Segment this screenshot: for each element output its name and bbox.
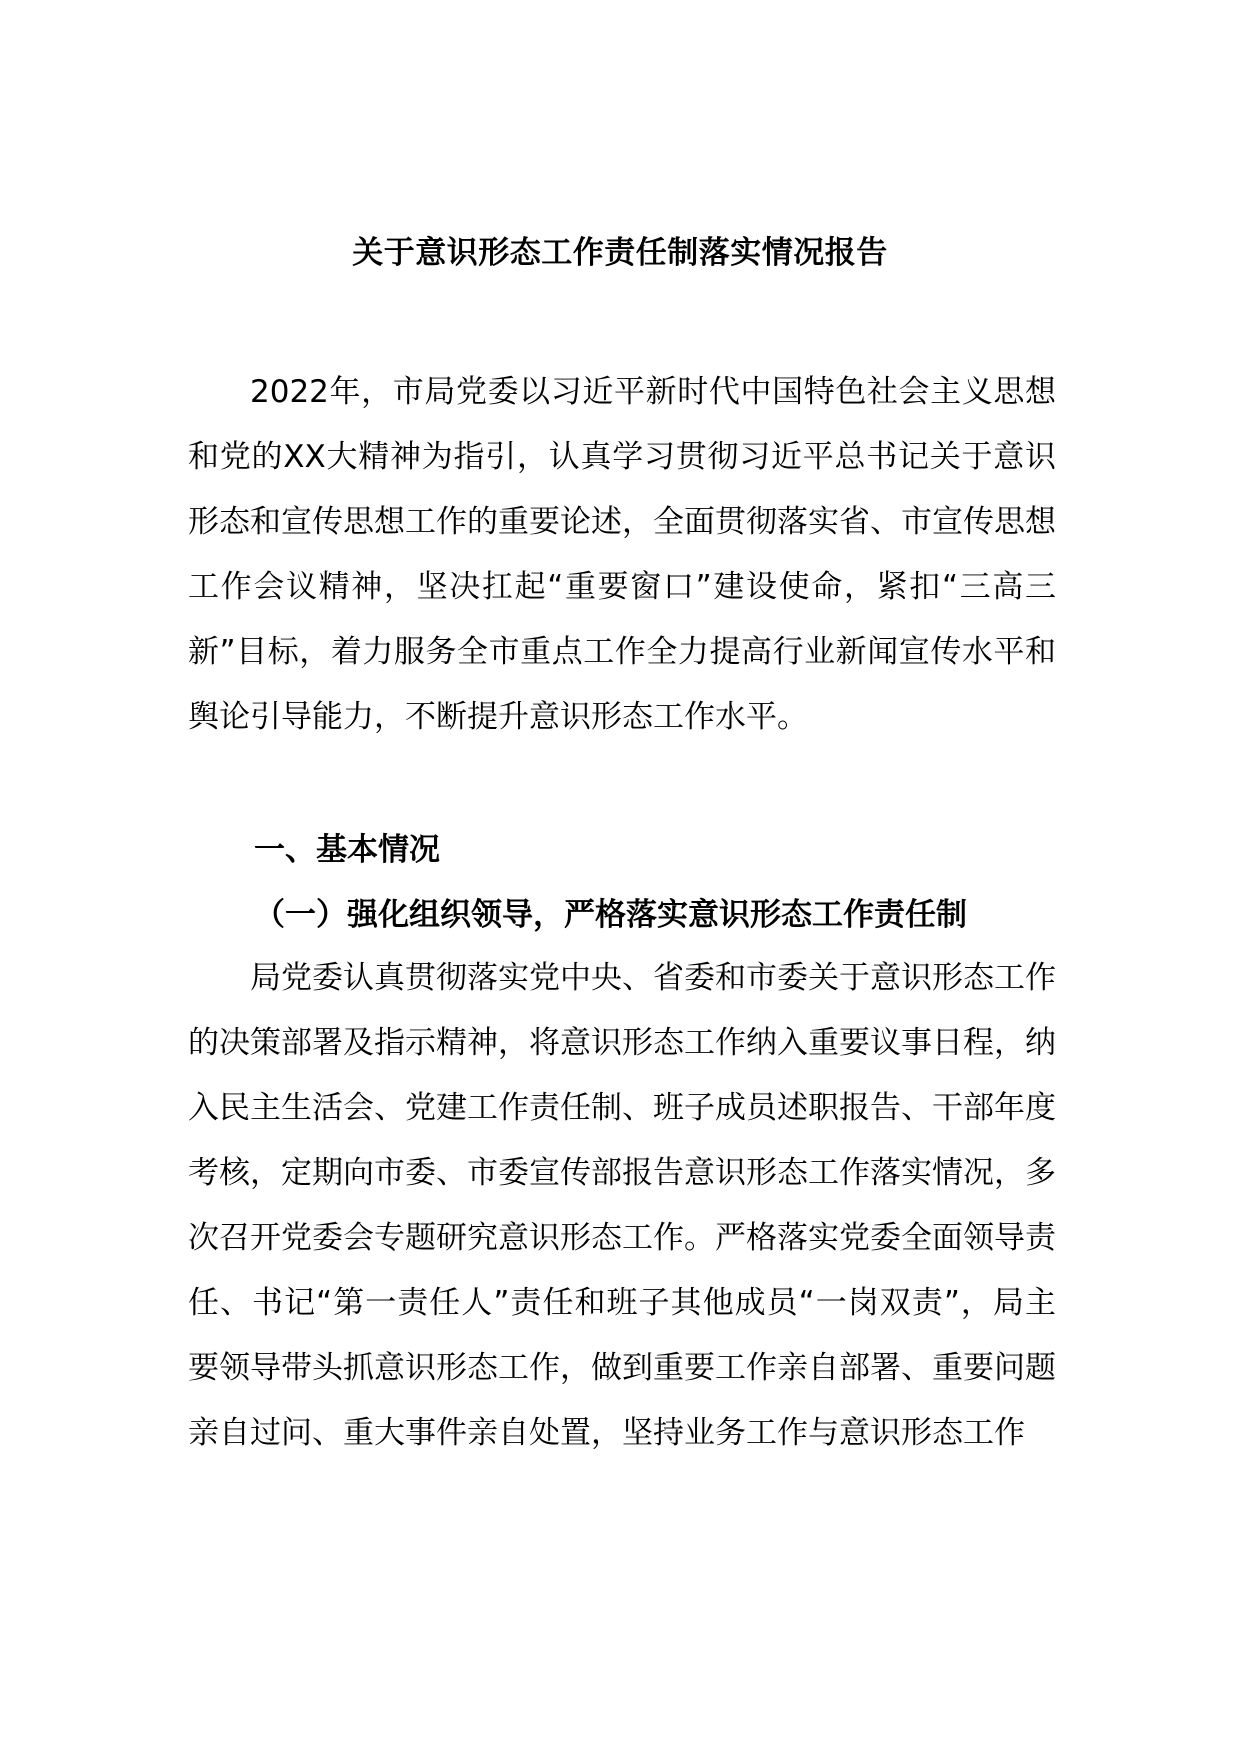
document-title: 关于意识形态工作责任制落实情况报告 <box>352 234 888 271</box>
intro-paragraph: 2022年，市局党委以习近平新时代中国特色社会主义思想和党的XX大精神为指引，认真学习贯彻习近平总书记关于意识形态和宣传思想工作的重要论述，全面贯彻落实省、市宣传思想工作会议精神，坚决扛起“重要窗口”建设使命，紧扣“三高三新”目标，着力服务全市重点工作全力提高行业新闻宣传水平和舆论引导能力，不断提升意识形态工作水平。 <box>188 374 1056 735</box>
subsection-heading-organization-leadership: （一）强化组织领导，严格落实意识形态工作责任制 <box>254 897 967 933</box>
body-paragraph: 局党委认真贯彻落实党中央、省委和市委关于意识形态工作的决策部署及指示精神，将意识形态工作纳入重要议事日程，纳入民主生活会、党建工作责任制、班子成员述职报告、干部年度考核，定期向市委、市委宣传部报告意识形态工作落实情况，多次召开党委会专题研究意识形态工作。严格落实党委全面领导责任、书记“第一责任人”责任和班子其他成员“一岗双责”，局主要领导带头抓意识形态工作，做到重要工作亲自部署、重要问题亲自过问、重大事件亲自处置，坚持业务工作与意识形态工作 <box>188 960 1056 1451</box>
section-heading-basic-situation: 一、基本情况 <box>254 832 440 868</box>
